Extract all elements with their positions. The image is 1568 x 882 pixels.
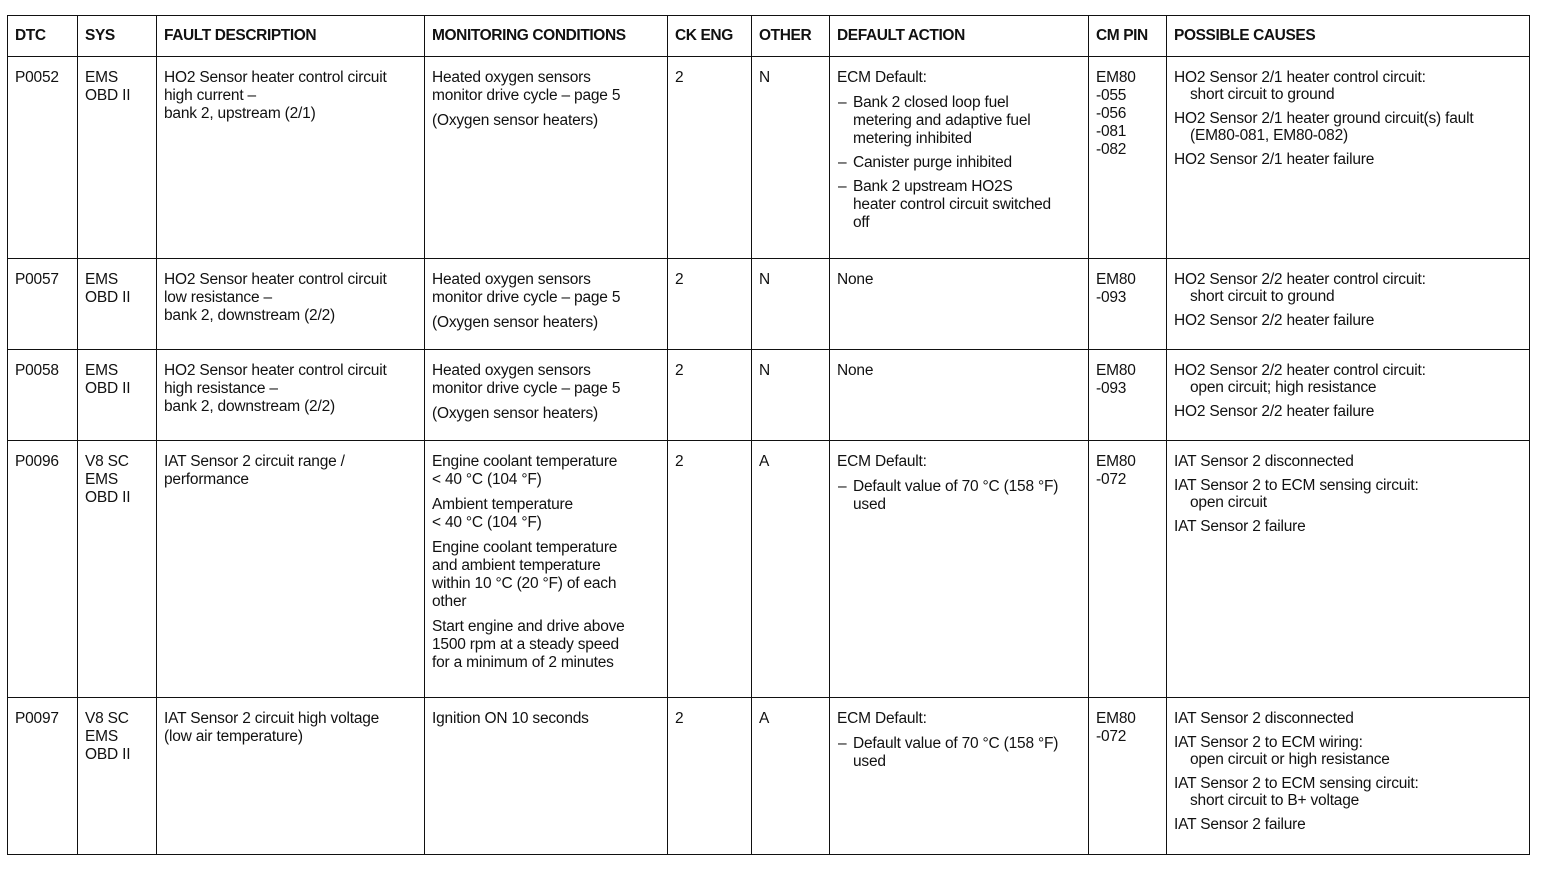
cm-pin-line: EM80 [1096, 453, 1136, 470]
cause-head: IAT Sensor 2 to ECM wiring: [1174, 734, 1363, 751]
cm-pin [1089, 57, 1167, 259]
default-action-item [837, 154, 1082, 172]
possible-cause [1174, 403, 1523, 421]
default-action [830, 259, 1089, 350]
monitoring-line: Heated oxygen sensors [432, 362, 591, 379]
fault-line: bank 2, downstream (2/2) [164, 307, 335, 324]
default-action-list [837, 478, 1082, 514]
system-cell [78, 259, 157, 350]
fault-line: high resistance – [164, 380, 278, 397]
fault-line: IAT Sensor 2 circuit high voltage [164, 710, 380, 727]
default-action [830, 441, 1089, 698]
system-label: EMS [85, 728, 118, 745]
system-label: OBD II [85, 380, 131, 397]
monitoring-paragraph [432, 362, 661, 398]
dash-bullet: – [838, 735, 847, 752]
default-action-line: used [853, 753, 886, 770]
cm-pin-line: EM80 [1096, 362, 1136, 379]
default-action-item [837, 735, 1082, 771]
monitoring-line: monitor drive cycle – page 5 [432, 289, 621, 306]
dtc-code: P0096 [8, 441, 78, 698]
header-fault-description: FAULT DESCRIPTION [157, 16, 425, 57]
cause-detail: open circuit [1190, 494, 1267, 511]
default-action-list [837, 94, 1082, 232]
check-engine-value: 2 [668, 57, 752, 259]
default-action-title: ECM Default: [837, 453, 927, 470]
monitoring-line: Ignition ON 10 seconds [432, 710, 589, 727]
possible-cause [1174, 734, 1523, 769]
monitoring-conditions [425, 698, 668, 855]
monitoring-paragraph [432, 314, 661, 332]
monitoring-paragraph [432, 496, 661, 532]
header-other: OTHER [752, 16, 830, 57]
cm-pin-line: -081 [1096, 123, 1127, 140]
fault-line: (low air temperature) [164, 728, 303, 745]
system-label: V8 SC [85, 710, 129, 727]
default-action-line: Bank 2 upstream HO2S [853, 178, 1013, 195]
default-action-item [837, 478, 1082, 514]
cause-head: HO2 Sensor 2/2 heater failure [1174, 403, 1375, 420]
cm-pin [1089, 441, 1167, 698]
table-row [8, 57, 1530, 259]
check-engine-value: 2 [668, 698, 752, 855]
default-action-line: Canister purge inhibited [853, 154, 1012, 171]
possible-cause [1174, 518, 1523, 536]
monitoring-line: Heated oxygen sensors [432, 69, 591, 86]
check-engine-value: 2 [668, 350, 752, 441]
possible-cause [1174, 362, 1523, 397]
check-engine-value: 2 [668, 441, 752, 698]
system-label: OBD II [85, 87, 131, 104]
dash-bullet: – [838, 178, 847, 195]
possible-cause [1174, 312, 1523, 330]
fault-line: HO2 Sensor heater control circuit [164, 69, 387, 86]
header-default-action: DEFAULT ACTION [830, 16, 1089, 57]
system-label: EMS [85, 271, 118, 288]
cm-pin-line: -055 [1096, 87, 1127, 104]
system-label: EMS [85, 69, 118, 86]
monitoring-paragraph [432, 271, 661, 307]
possible-cause [1174, 271, 1523, 306]
default-action-line: Default value of 70 °C (158 °F) [853, 478, 1059, 495]
possible-cause [1174, 69, 1523, 104]
fault-description [157, 350, 425, 441]
monitoring-line: < 40 °C (104 °F) [432, 471, 542, 488]
default-action-line: off [853, 214, 870, 231]
dtc-code: P0052 [8, 57, 78, 259]
table-row [8, 259, 1530, 350]
dash-bullet: – [838, 94, 847, 111]
fault-line: high current – [164, 87, 256, 104]
monitoring-paragraph [432, 618, 661, 672]
monitoring-line: Ambient temperature [432, 496, 573, 513]
system-label: OBD II [85, 746, 131, 763]
cm-pin-line: -056 [1096, 105, 1127, 122]
header-cm-pin: CM PIN [1089, 16, 1167, 57]
dtc-code: P0058 [8, 350, 78, 441]
possible-causes [1167, 259, 1530, 350]
default-action-line: metering inhibited [853, 130, 972, 147]
monitoring-line: Engine coolant temperature [432, 453, 618, 470]
cause-detail: short circuit to B+ voltage [1190, 792, 1360, 809]
cause-head: IAT Sensor 2 to ECM sensing circuit: [1174, 775, 1419, 792]
default-action-title: ECM Default: [837, 69, 927, 86]
cause-head: HO2 Sensor 2/2 heater control circuit: [1174, 271, 1426, 288]
cm-pin [1089, 350, 1167, 441]
fault-line: performance [164, 471, 249, 488]
default-action-line: Bank 2 closed loop fuel [853, 94, 1009, 111]
possible-causes [1167, 698, 1530, 855]
default-action-line: metering and adaptive fuel [853, 112, 1031, 129]
monitoring-line: other [432, 593, 467, 610]
cm-pin-line: EM80 [1096, 69, 1136, 86]
default-action-title: None [837, 362, 874, 379]
fault-line: IAT Sensor 2 circuit range / [164, 453, 345, 470]
cause-head: HO2 Sensor 2/2 heater failure [1174, 312, 1375, 329]
monitoring-conditions [425, 350, 668, 441]
check-engine-value: 2 [668, 259, 752, 350]
other-value: N [752, 350, 830, 441]
monitoring-line: 1500 rpm at a steady speed [432, 636, 619, 653]
monitoring-line: (Oxygen sensor heaters) [432, 405, 598, 422]
monitoring-line: < 40 °C (104 °F) [432, 514, 542, 531]
monitoring-conditions [425, 441, 668, 698]
cause-head: IAT Sensor 2 disconnected [1174, 710, 1354, 727]
possible-cause [1174, 710, 1523, 728]
monitoring-paragraph [432, 405, 661, 423]
cause-head: HO2 Sensor 2/1 heater failure [1174, 151, 1375, 168]
cause-detail: open circuit; high resistance [1190, 379, 1377, 396]
dtc-table [7, 15, 1530, 855]
possible-cause [1174, 110, 1523, 145]
monitoring-paragraph [432, 539, 661, 611]
system-label: OBD II [85, 489, 131, 506]
fault-description [157, 57, 425, 259]
header-dtc: DTC [8, 16, 78, 57]
default-action [830, 350, 1089, 441]
monitoring-line: (Oxygen sensor heaters) [432, 314, 598, 331]
cause-detail: short circuit to ground [1190, 288, 1335, 305]
monitoring-paragraph [432, 69, 661, 105]
monitoring-paragraph [432, 112, 661, 130]
cause-detail: short circuit to ground [1190, 86, 1335, 103]
monitoring-conditions [425, 259, 668, 350]
table-row [8, 698, 1530, 855]
header-sys: SYS [78, 16, 157, 57]
other-value: N [752, 57, 830, 259]
cause-detail: open circuit or high resistance [1190, 751, 1390, 768]
default-action-list [837, 735, 1082, 771]
fault-line: bank 2, upstream (2/1) [164, 105, 316, 122]
fault-description [157, 698, 425, 855]
cm-pin-line: EM80 [1096, 710, 1136, 727]
system-label: OBD II [85, 289, 131, 306]
dtc-table-container [7, 15, 1530, 855]
cm-pin-line: -072 [1096, 728, 1127, 745]
table-row [8, 441, 1530, 698]
monitoring-line: (Oxygen sensor heaters) [432, 112, 598, 129]
default-action-title: None [837, 271, 874, 288]
default-action-line: Default value of 70 °C (158 °F) [853, 735, 1059, 752]
default-action-title: ECM Default: [837, 710, 927, 727]
cm-pin-line: EM80 [1096, 271, 1136, 288]
system-cell [78, 698, 157, 855]
fault-description [157, 259, 425, 350]
cm-pin [1089, 259, 1167, 350]
cm-pin-line: -093 [1096, 289, 1127, 306]
possible-cause [1174, 453, 1523, 471]
dtc-table-body [8, 57, 1530, 855]
dash-bullet: – [838, 478, 847, 495]
monitoring-line: Engine coolant temperature [432, 539, 618, 556]
possible-cause [1174, 775, 1523, 810]
header-possible-causes: POSSIBLE CAUSES [1167, 16, 1530, 57]
monitoring-paragraph [432, 453, 661, 489]
fault-line: bank 2, downstream (2/2) [164, 398, 335, 415]
cause-head: HO2 Sensor 2/1 heater ground circuit(s) fault [1174, 110, 1474, 127]
fault-line: HO2 Sensor heater control circuit [164, 362, 387, 379]
fault-line: HO2 Sensor heater control circuit [164, 271, 387, 288]
system-label: EMS [85, 471, 118, 488]
header-monitoring-conditions: MONITORING CONDITIONS [425, 16, 668, 57]
possible-cause [1174, 477, 1523, 512]
fault-line: low resistance – [164, 289, 272, 306]
monitoring-line: within 10 °C (20 °F) of each [432, 575, 617, 592]
dash-bullet: – [838, 154, 847, 171]
cm-pin-line: -082 [1096, 141, 1127, 158]
cm-pin-line: -072 [1096, 471, 1127, 488]
possible-causes [1167, 441, 1530, 698]
possible-cause [1174, 816, 1523, 834]
system-label: V8 SC [85, 453, 129, 470]
monitoring-line: Heated oxygen sensors [432, 271, 591, 288]
other-value: A [752, 441, 830, 698]
cause-head: IAT Sensor 2 failure [1174, 518, 1306, 535]
cause-head: HO2 Sensor 2/2 heater control circuit: [1174, 362, 1426, 379]
cause-head: IAT Sensor 2 disconnected [1174, 453, 1354, 470]
cause-detail: (EM80-081, EM80-082) [1190, 127, 1348, 144]
default-action-item [837, 178, 1082, 232]
monitoring-line: for a minimum of 2 minutes [432, 654, 614, 671]
monitoring-line: Start engine and drive above [432, 618, 625, 635]
header-row [8, 16, 1530, 57]
default-action-line: heater control circuit switched [853, 196, 1051, 213]
fault-description [157, 441, 425, 698]
default-action [830, 698, 1089, 855]
cause-head: HO2 Sensor 2/1 heater control circuit: [1174, 69, 1426, 86]
dtc-code: P0057 [8, 259, 78, 350]
monitoring-line: monitor drive cycle – page 5 [432, 380, 621, 397]
dtc-code: P0097 [8, 698, 78, 855]
system-cell [78, 57, 157, 259]
possible-causes [1167, 350, 1530, 441]
cause-head: IAT Sensor 2 to ECM sensing circuit: [1174, 477, 1419, 494]
system-cell [78, 441, 157, 698]
default-action [830, 57, 1089, 259]
cm-pin [1089, 698, 1167, 855]
system-label: EMS [85, 362, 118, 379]
monitoring-paragraph [432, 710, 661, 728]
default-action-item [837, 94, 1082, 148]
cm-pin-line: -093 [1096, 380, 1127, 397]
monitoring-conditions [425, 57, 668, 259]
possible-causes [1167, 57, 1530, 259]
other-value: A [752, 698, 830, 855]
table-row [8, 350, 1530, 441]
header-ck-eng: CK ENG [668, 16, 752, 57]
default-action-line: used [853, 496, 886, 513]
other-value: N [752, 259, 830, 350]
possible-cause [1174, 151, 1523, 169]
system-cell [78, 350, 157, 441]
cause-head: IAT Sensor 2 failure [1174, 816, 1306, 833]
monitoring-line: and ambient temperature [432, 557, 601, 574]
monitoring-line: monitor drive cycle – page 5 [432, 87, 621, 104]
